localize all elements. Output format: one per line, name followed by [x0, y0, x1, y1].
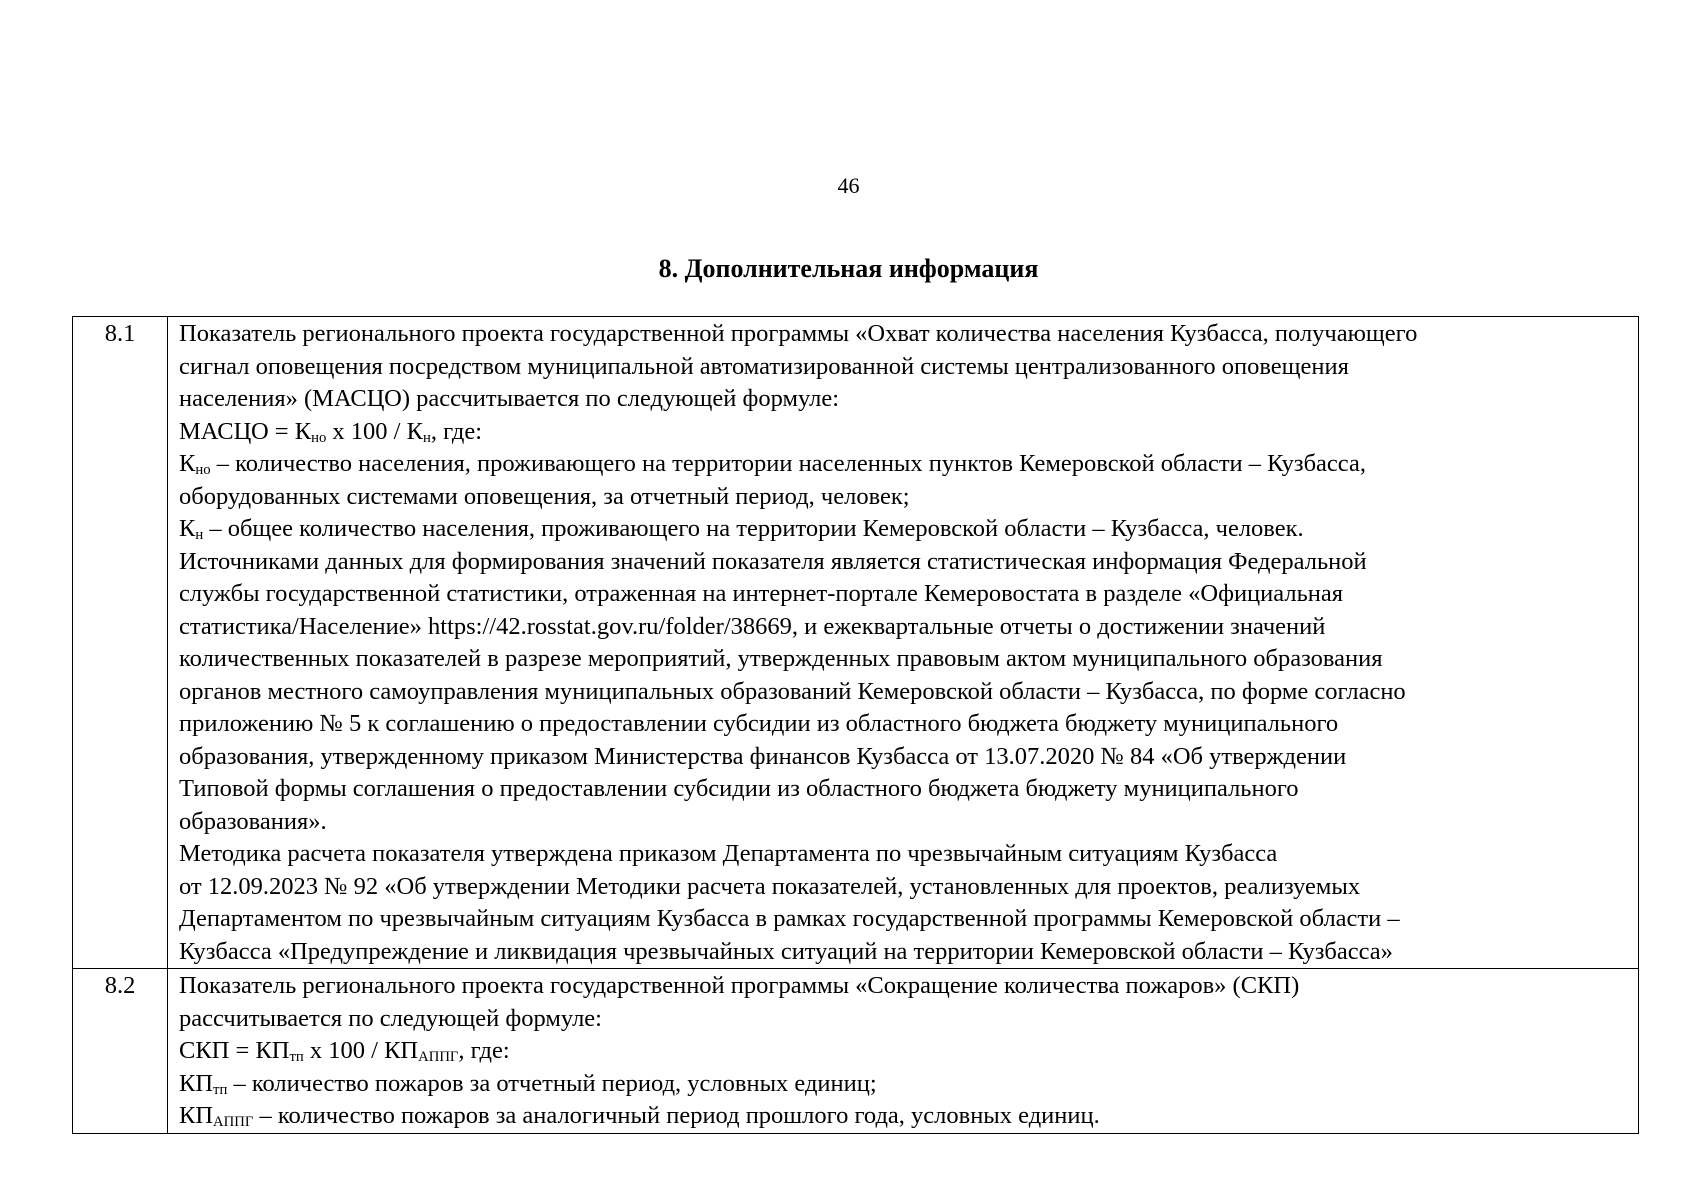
formula: СКП = $КП_{тп}$ х $100 / КП_{АППГ}$, где:	[179, 1037, 510, 1065]
table-row	[73, 317, 1639, 969]
text-line: службы государственной статистики, отраженная на интернет-портале Кемеровостата в разделе «Официальная	[179, 580, 1344, 607]
text-line: сигнал оповещения посредством муниципальной автоматизированной системы централизованного оповещения	[179, 352, 1349, 380]
row-content	[168, 969, 1639, 1134]
formula: МАСЦО = $К_{но}$ х $100 / К_н$, где:	[179, 417, 483, 446]
definition-line: $К_{но}$ – количество населения, проживающего на территории населенных пунктов Кемеровской области – Кузбасса,	[179, 450, 1366, 478]
text-line: населения» (МАСЦО) рассчитывается по следующей формуле:	[179, 385, 840, 412]
definition-line: $КП_{АППГ}$ – количество пожаров за аналогичный период прошлого года, условных единиц.	[179, 1102, 1100, 1130]
text-line: Типовой формы соглашения о предоставлении субсидии из областного бюджета бюджету муниципального	[179, 775, 1299, 802]
text-line: приложению № 5 к соглашению о предоставлении субсидии из областного бюджета бюджету муниципального	[179, 710, 1339, 737]
section-title: 8. Дополнительная информация	[658, 254, 1039, 283]
additional-info-table	[72, 316, 1639, 1134]
row-number: 8.2	[73, 969, 168, 1134]
row-content	[168, 317, 1639, 969]
text-line: количественных показателей в разрезе мероприятий, утвержденных правовым актом муниципального образования	[179, 645, 1383, 672]
text-line: Показатель регионального проекта государственной программы «Охват количества населения Кузбасса, получающего	[179, 320, 1418, 347]
definition-line: $К_н$ – общее количество населения, проживающего на территории Кемеровской области – Кузбасса, человек.	[179, 515, 1304, 543]
text-line: от 12.09.2023 № 92 «Об утверждении Методики расчета показателей, установленных для проектов, реализуемых	[179, 872, 1361, 900]
text-line: образования, утвержденному приказом Министерства финансов Кузбасса от 13.07.2020 № 84 «Об утверждении	[179, 742, 1347, 770]
definition-line: оборудованных системами оповещения, за отчетный период, человек;	[179, 482, 910, 510]
text-line: органов местного самоуправления муниципальных образований Кемеровской области – Кузбасса, по форме согласно	[179, 677, 1406, 705]
page-number: 46	[837, 173, 860, 198]
text-line: Источниками данных для формирования значений показателя является статистическая информация Федеральной	[179, 547, 1367, 575]
text-line: Методика расчета показателя утверждена приказом Департамента по чрезвычайным ситуациям Кузбасса	[179, 840, 1278, 867]
row-number: 8.1	[73, 317, 168, 969]
definition-line: $КП_{тп}$ – количество пожаров за отчетный период, условных единиц;	[179, 1069, 877, 1098]
text-line: статистика/Население» https://42.rosstat.gov.ru/folder/38669, и ежеквартальные отчеты о достижении значений	[179, 612, 1326, 640]
text-line: Департаментом по чрезвычайным ситуациям Кузбасса в рамках государственной программы Кемеровской области –	[179, 905, 1400, 932]
text-line: Кузбасса «Предупреждение и ликвидация чрезвычайных ситуаций на территории Кемеровской области – Кузбасса»	[179, 937, 1393, 965]
text-line: Показатель регионального проекта государственной программы «Сокращение количества пожаров» (СКП)	[179, 972, 1300, 999]
text-line: образования».	[179, 807, 327, 835]
text-line: рассчитывается по следующей формуле:	[179, 1004, 602, 1032]
table-row	[73, 969, 1639, 1134]
